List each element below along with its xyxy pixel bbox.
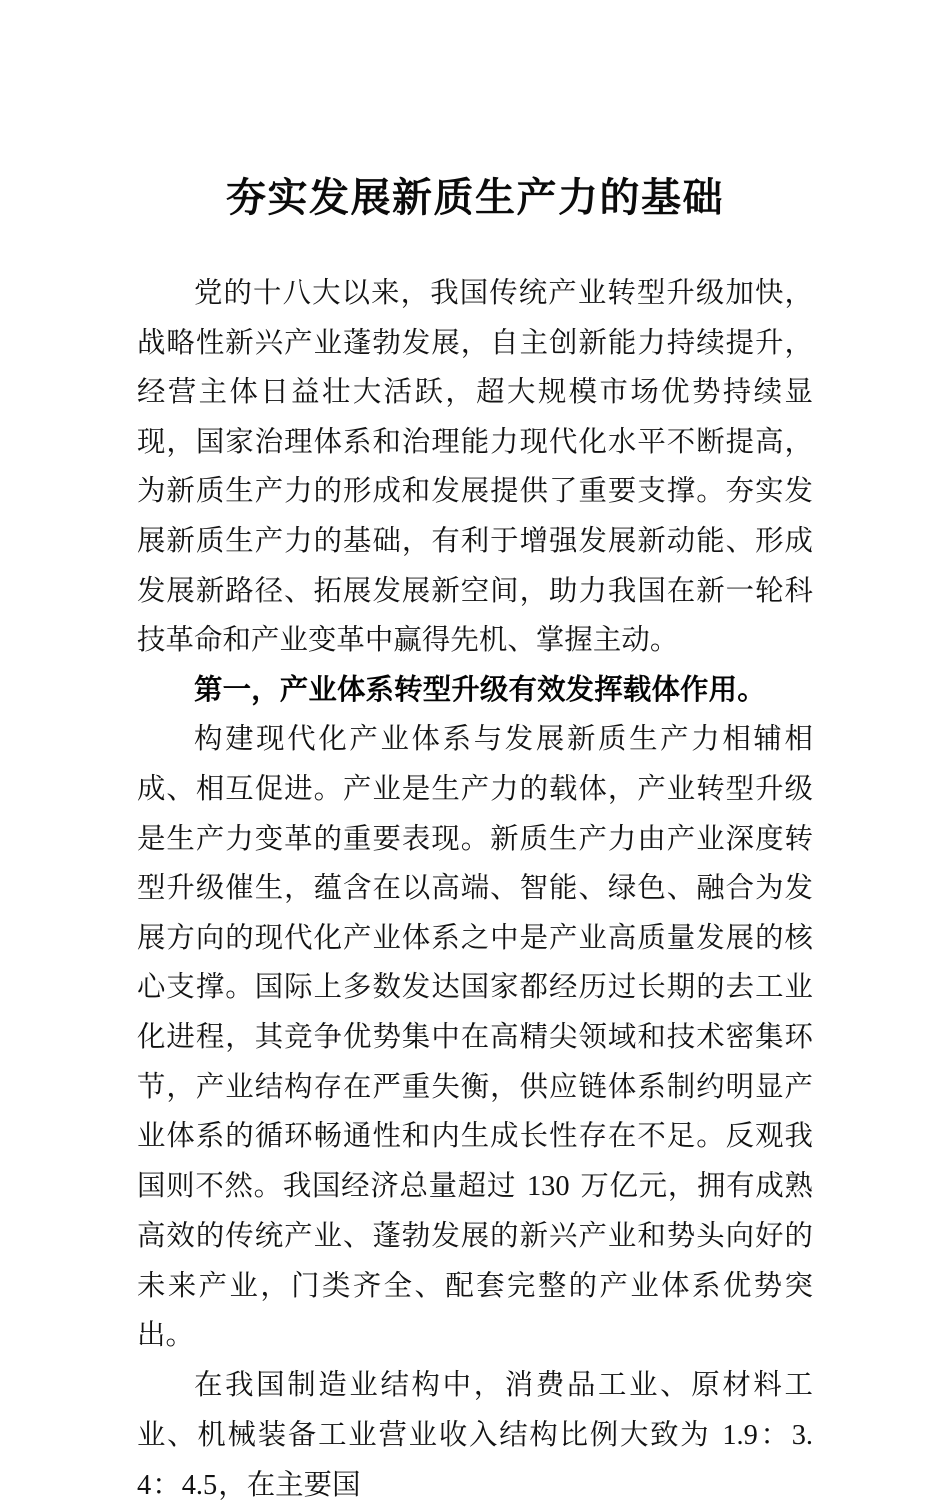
inline-number: 130 xyxy=(526,1170,570,1202)
paragraph-2: 构建现代化产业体系与发展新质生产力相辅相成、相互促进。产业是生产力的载体，产业转型升级是生产力变革的重要表现。新质生产力由产业深度转型升级催生，蕴含在以高端、智能、绿色、融合为发展方向的现代化产业体系之中是产业高质量发展的核心支撑。国际上多数发达国家都经历过长期的去工业化进程，其竞争优势集中在高精尖领域和技术密集环节，产业结构存在严重失衡，供应链体系制约明显产业体系的循环畅通性和内生成长性存在不足。反观我国则不然。我国经济总量超过 130 万亿元，拥有成熟高效的传统产业、蓬勃发展的新兴产业和势头向好的未来产业，门类齐全、配套完整的产业体系优势突出。 xyxy=(137,722,813,1352)
document-body xyxy=(137,268,813,1511)
section-heading-1: 第一，产业体系转型升级有效发挥载体作用。 xyxy=(194,672,766,706)
inline-number: 1.9 xyxy=(722,1419,758,1451)
paragraph-1: 党的十八大以来，我国传统产业转型升级加快，战略性新兴产业蓬勃发展，自主创新能力持续提升，经营主体日益壮大活跃，超大规模市场优势持续显现，国家治理体系和治理能力现代化水平不断提高，为新质生产力的形成和发展提供了重要支撑。夯实发展新质生产力的基础，有利于增强发展新动能、形成发展新路径、拓展发展新空间，助力我国在新一轮科技革命和产业变革中赢得先机、掌握主动。 xyxy=(137,276,813,657)
document-title: 夯实发展新质生产力的基础 xyxy=(226,174,724,221)
inline-number: 3.4 xyxy=(137,1419,813,1502)
paragraph-3: 在我国制造业结构中，消费品工业、原材料工业、机械装备工业营业收入结构比例大致为 1.9：3.4：4.5，在主要国 xyxy=(137,1368,813,1502)
inline-number: 4.5 xyxy=(181,1470,218,1502)
